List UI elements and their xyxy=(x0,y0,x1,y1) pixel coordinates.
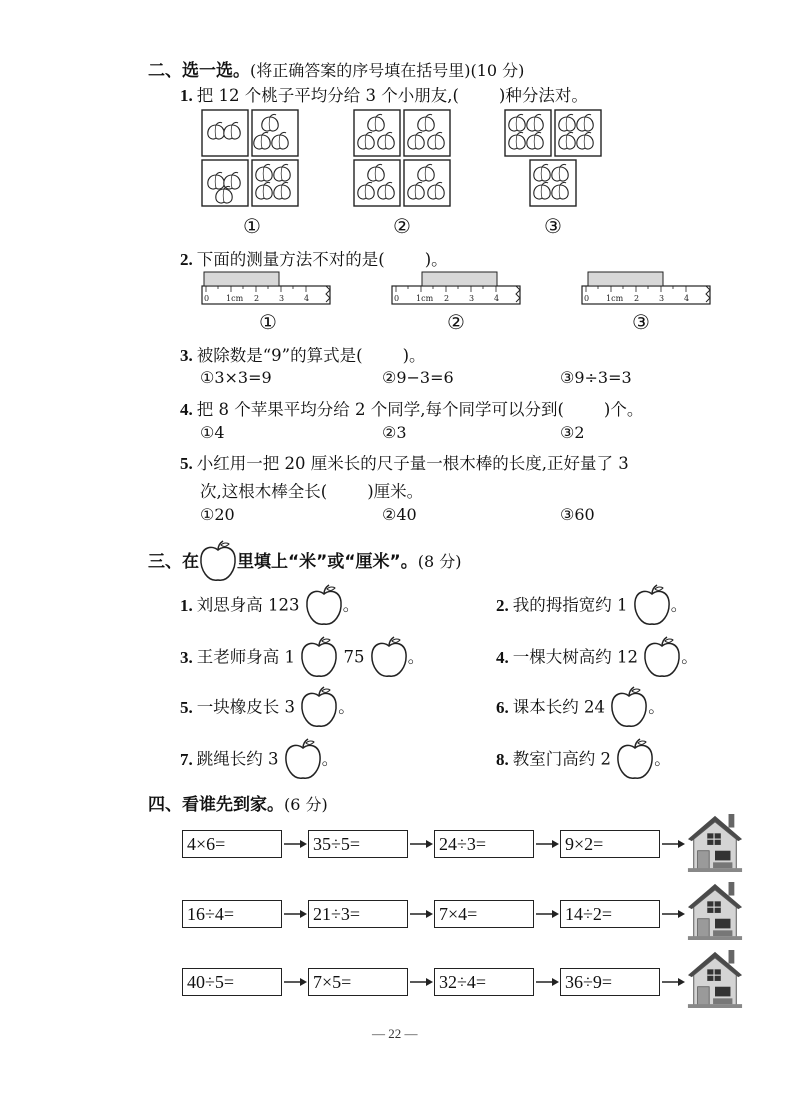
s3-item-4: 4. 一棵大树高约 12 。 xyxy=(496,636,698,680)
row1-box-1[interactable]: 4×6= xyxy=(182,830,282,858)
row2-box-4[interactable]: 14÷2= xyxy=(560,900,660,928)
question-3: 3. 被除数是“9”的算式是( )。 xyxy=(180,346,426,365)
arrow-icon xyxy=(536,975,562,989)
apple-blank-icon[interactable] xyxy=(633,584,671,628)
q5-option-2: ②40 xyxy=(382,505,417,524)
question-4: 4. 把 8 个苹果平均分给 2 个同学,每个同学可以分到( )个。 xyxy=(180,400,644,419)
row1-box-2[interactable]: 35÷5= xyxy=(308,830,408,858)
q1-label-1: ① xyxy=(243,214,261,238)
row3-box-4[interactable]: 36÷9= xyxy=(560,968,660,996)
row2-box-2[interactable]: 21÷3= xyxy=(308,900,408,928)
q4-option-3: ③2 xyxy=(560,423,585,442)
q2-label-2: ② xyxy=(447,310,465,334)
s3-item-1: 1. 刘思身高 123 。 xyxy=(180,584,359,628)
ruler-2-tick-4: 4 xyxy=(494,294,500,303)
ruler-2-tick-1: 1cm xyxy=(416,294,434,303)
apple-blank-icon[interactable] xyxy=(305,584,343,628)
arrow-icon xyxy=(662,907,688,921)
row3-box-2[interactable]: 7×5= xyxy=(308,968,408,996)
apple-blank-icon[interactable] xyxy=(643,636,681,680)
question-5: 5. 小红用一把 20 厘米长的尺子量一根木棒的长度,正好量了 3 xyxy=(180,454,629,473)
q5-option-3: ③60 xyxy=(560,505,595,524)
apple-icon xyxy=(199,540,237,584)
row1-box-3[interactable]: 24÷3= xyxy=(434,830,534,858)
figure-3 xyxy=(505,110,601,206)
figure-1 xyxy=(202,110,298,206)
q3-option-2: ②9−3=6 xyxy=(382,368,454,387)
house-icon xyxy=(686,948,744,1010)
q3-option-1: ①3×3=9 xyxy=(200,368,272,387)
q2-label-3: ③ xyxy=(632,310,650,334)
house-icon xyxy=(686,880,744,942)
ruler-3-tick-1: 1cm xyxy=(606,294,624,303)
arrow-icon xyxy=(410,907,436,921)
question-2: 2. 下面的测量方法不对的是( )。 xyxy=(180,250,448,269)
q3-option-3: ③9÷3=3 xyxy=(560,368,632,387)
s3-item-2: 2. 我的拇指宽约 1 。 xyxy=(496,584,687,628)
ruler-1-tick-0: 0 xyxy=(204,294,210,303)
ruler-3-tick-0: 0 xyxy=(584,294,590,303)
ruler-1 xyxy=(202,272,330,304)
ruler-3-tick-3: 3 xyxy=(659,294,665,303)
arrow-icon xyxy=(536,907,562,921)
arrow-icon xyxy=(536,837,562,851)
ruler-2-tick-2: 2 xyxy=(444,294,450,303)
ruler-3 xyxy=(582,272,710,304)
q5-option-1: ①20 xyxy=(200,505,235,524)
house-icon xyxy=(686,812,744,874)
s3-item-6: 6. 课本长约 24 。 xyxy=(496,686,665,730)
q4-option-1: ①4 xyxy=(200,423,225,442)
question-5-line-2: 次,这根木棒全长( )厘米。 xyxy=(200,482,424,501)
ruler-2 xyxy=(392,272,520,304)
figure-2 xyxy=(354,110,450,206)
arrow-icon xyxy=(284,975,310,989)
apple-blank-icon[interactable] xyxy=(300,686,338,730)
ruler-3-tick-2: 2 xyxy=(634,294,640,303)
q1-label-3: ③ xyxy=(544,214,562,238)
arrow-icon xyxy=(284,837,310,851)
arrow-icon xyxy=(662,837,688,851)
q2-label-1: ① xyxy=(259,310,277,334)
s3-item-3: 3. 王老师身高 1 75 。 xyxy=(180,636,424,680)
section-4-title: 四、看谁先到家。(6 分) xyxy=(148,795,328,815)
apple-blank-icon[interactable] xyxy=(616,738,654,782)
ruler-1-tick-3: 3 xyxy=(279,294,285,303)
ruler-1-tick-1: 1cm xyxy=(226,294,244,303)
q4-option-2: ②3 xyxy=(382,423,407,442)
row2-box-3[interactable]: 7×4= xyxy=(434,900,534,928)
row2-box-1[interactable]: 16÷4= xyxy=(182,900,282,928)
q1-label-2: ② xyxy=(393,214,411,238)
apple-blank-icon[interactable] xyxy=(370,636,408,680)
row1-box-4[interactable]: 9×2= xyxy=(560,830,660,858)
arrow-icon xyxy=(410,837,436,851)
s3-item-7: 7. 跳绳长约 3 。 xyxy=(180,738,338,782)
apple-blank-icon[interactable] xyxy=(610,686,648,730)
arrow-icon xyxy=(410,975,436,989)
ruler-1-tick-2: 2 xyxy=(254,294,260,303)
arrow-icon xyxy=(662,975,688,989)
s3-item-5: 5. 一块橡皮长 3 。 xyxy=(180,686,355,730)
row3-box-3[interactable]: 32÷4= xyxy=(434,968,534,996)
ruler-figures xyxy=(200,270,720,312)
section-3-title: 三、在 里填上“米”或“厘米”。(8 分) xyxy=(148,540,461,584)
section-2-title: 二、选一选。(将正确答案的序号填在括号里)(10 分) xyxy=(148,61,525,81)
row3-box-1[interactable]: 40÷5= xyxy=(182,968,282,996)
ruler-2-tick-3: 3 xyxy=(469,294,475,303)
ruler-1-tick-4: 4 xyxy=(304,294,310,303)
peach-grouping-figures xyxy=(200,108,610,213)
apple-blank-icon[interactable] xyxy=(300,636,338,680)
ruler-2-tick-0: 0 xyxy=(394,294,400,303)
question-1: 1. 把 12 个桃子平均分给 3 个小朋友,( )种分法对。 xyxy=(180,86,588,105)
arrow-icon xyxy=(284,907,310,921)
page-number: — 22 — xyxy=(372,1026,418,1041)
ruler-3-tick-4: 4 xyxy=(684,294,690,303)
apple-blank-icon[interactable] xyxy=(284,738,322,782)
s3-item-8: 8. 教室门高约 2 。 xyxy=(496,738,671,782)
